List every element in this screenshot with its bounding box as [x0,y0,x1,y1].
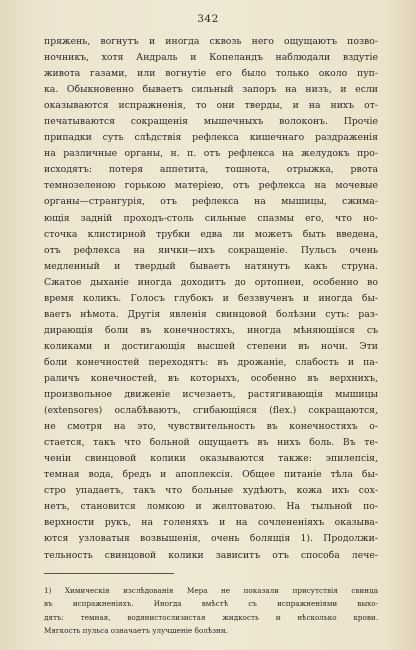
text-line: темная вода, бредъ и апоплексія. Общее питаніе тѣла бы- [44,469,378,481]
text-line: не смотря на это, чувствительность въ конечностяхъ о- [44,421,378,433]
text-line: раличъ конечностей, въ которыхъ, особенно въ верхнихъ, [44,372,378,384]
body-text [44,34,378,564]
footnote-line: Мягкость пульса означаетъ улучшеніе болѣзни. [44,626,228,636]
text-line: оказываются испражненія, то они тверды, и на нихъ от- [44,100,378,112]
text-line: сточка клистирной трубки едва ли можетъ быть введена, [44,228,378,240]
text-line: ка. Обыкновенно бываетъ сильный запоръ на низъ, и если [44,84,378,96]
footnote-line: дятъ: темная, водянистослизистая жидкость и нѣсколько крови. [44,612,378,622]
footnote-line: въ испражненіяхъ. Иногда вмѣстѣ съ испражненіями выхо- [44,599,378,609]
text-line: живота газами, или вогнутіе его было только около пуп- [44,68,378,80]
text-line: ваетъ нѣмота. Другія явленія свинцовой болѣзни суть: раз- [44,308,378,320]
text-line: печатываются сокращенія мышечныхъ волоконъ. Прочіе [44,116,378,128]
text-line: дирающія боли въ конечностяхъ, иногда мѣняющіяся съ [44,324,378,336]
text-line: исходятъ: потеря аппетита, тошнота, отрыжка, рвота [44,164,378,176]
text-line: ются узловатыя возвышенія, очень болящія 1). Продолжи- [44,533,378,545]
text-line: на различные органы, н. п. отъ рефлекса на желудокъ про- [44,148,378,160]
text-line: стается, такъ что больной ощущаетъ въ нихъ боль. Въ те- [44,437,378,449]
text-line: отъ рефлекса на яички—ихъ сокращеніе. Пульсъ очень [44,244,378,256]
footnote-divider [44,573,174,574]
text-line: ющія задній проходъ-столь сильные спазмы его, что но- [44,212,378,224]
text-line: время коликъ. Голосъ глубокъ и беззвученъ и иногда бы- [44,292,378,304]
text-line: пряжень, вогнутъ и иногда сквозь него ощущаютъ позво- [44,36,378,47]
text-line: нетъ, становится ломкою и желтоватою. На тыльной по- [44,501,378,513]
footnote [44,584,378,638]
text-line: (extensores) ослабѣваютъ, сгибающіяся (flex.) сокращаются, [44,405,378,417]
text-line: произвольное движеніе исчезаетъ, растягивающія мышицы [44,389,378,401]
text-line: боли конечностей переходятъ: въ дрожаніе, слабость и па- [44,356,378,368]
footnote-line: 1) Химическія изслѣдованія Мера не показали присутствія свинца [44,586,378,595]
text-line: Сжатое дыханіе иногда доходитъ до ортопнеи, особенно во [44,276,378,288]
text-line: ченіи свинцовой колики оказываются также: эпилепсія, [44,453,378,465]
text-line: органы—странгурія, отъ рефлекса на мышицы, сжима- [44,196,378,208]
text-line: ночникъ, хотя Андраль и Копеландъ наблюдали вздутіе [44,52,378,64]
text-line: тельность свинцовой колики зависитъ отъ способа лече- [44,549,378,561]
text-line: медленный и твердый бываетъ натянутъ какъ струна. [44,260,378,272]
text-line: верхности рукъ, на голеняхъ и на сочлененіяхъ оказыва- [44,517,378,529]
text-line: стро упадаетъ, такъ что больные худѣютъ, кожа ихъ сох- [44,485,378,497]
page-number: 342 [197,13,219,25]
text-line: темнозеленою горькою матеріею, отъ рефлекса на мочевые [44,180,378,192]
text-line: припадки суть слѣдствія рефлекса кишечнаго раздраженія [44,132,378,144]
text-line: коликами и достигающія высшей степени въ ночи. Эти [44,340,378,352]
